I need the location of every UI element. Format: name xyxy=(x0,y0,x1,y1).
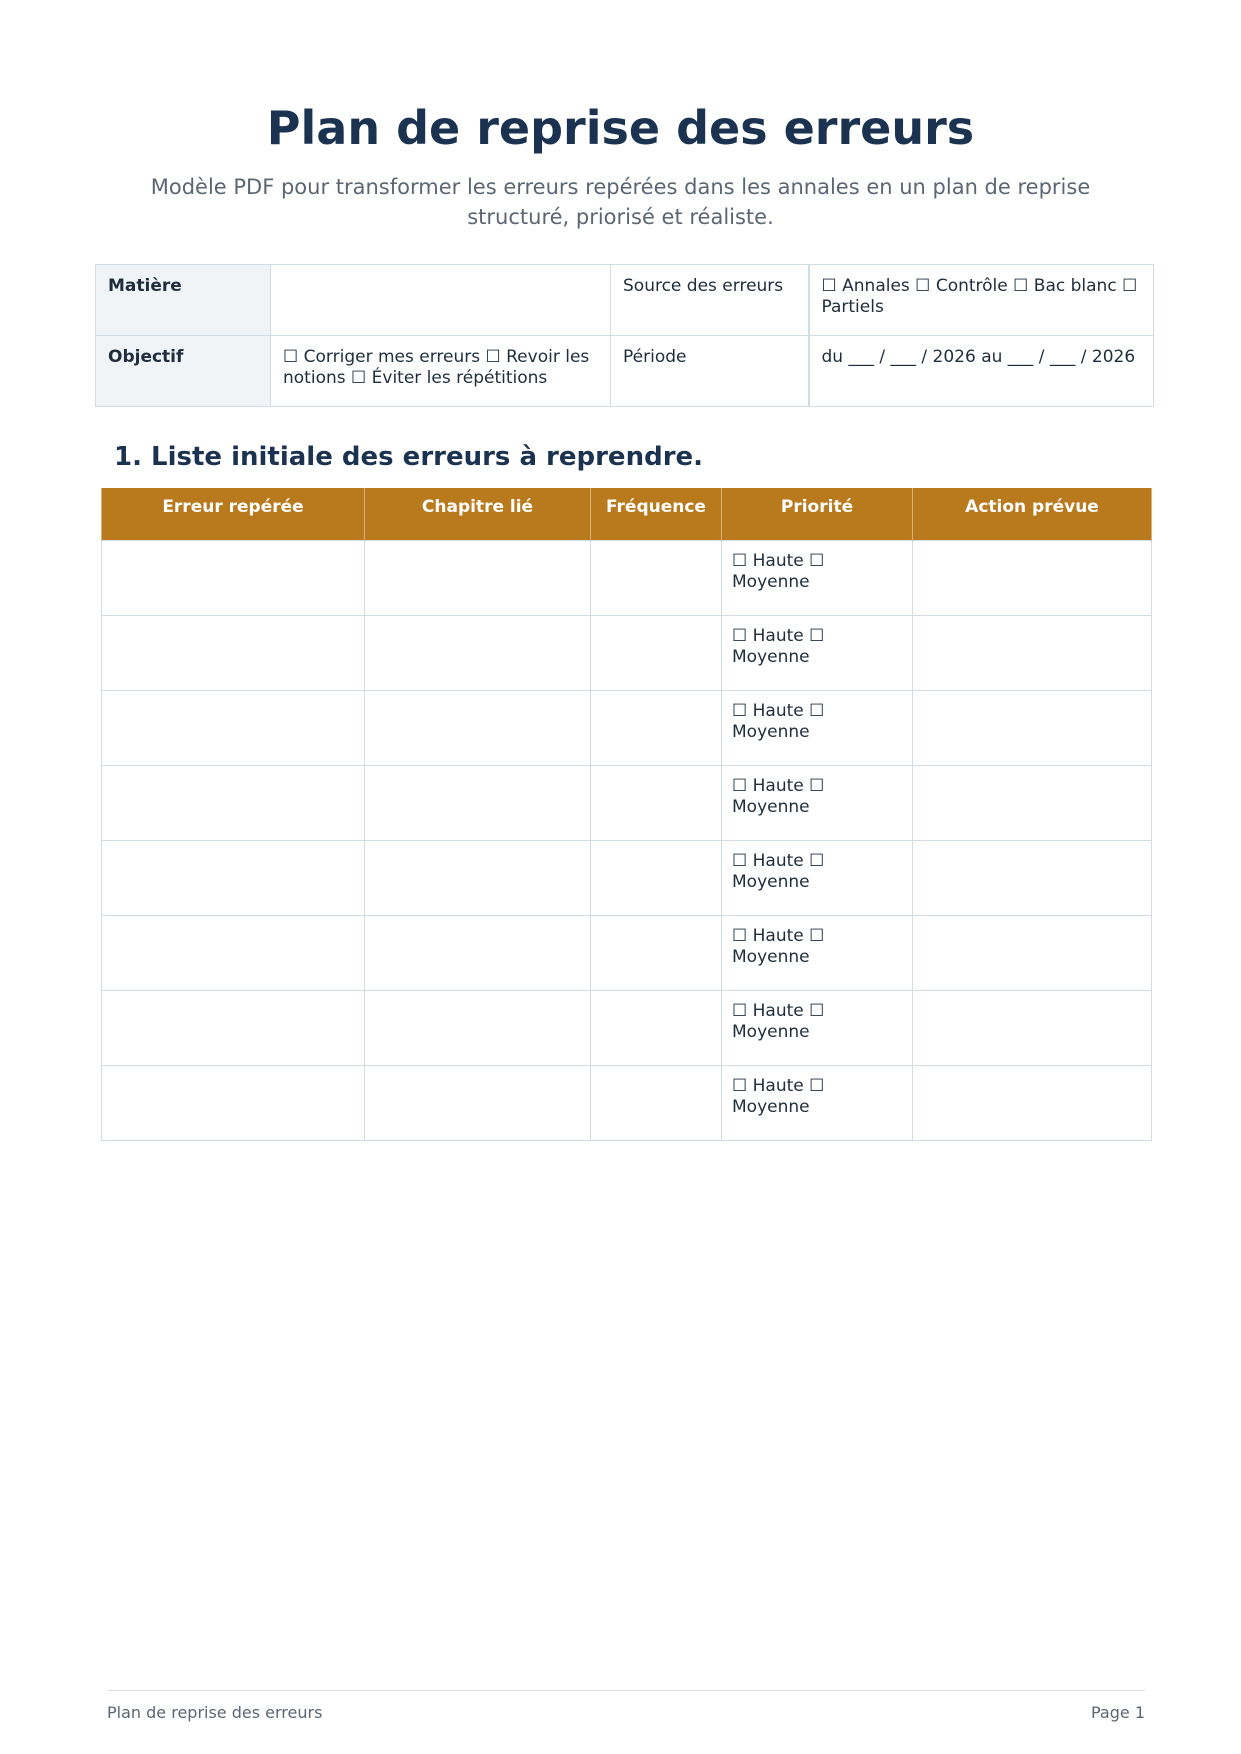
column-header-action: Action prévue xyxy=(913,488,1152,540)
column-header-frequence: Fréquence xyxy=(591,488,722,540)
table-row xyxy=(102,990,1152,1065)
cell-erreur[interactable] xyxy=(102,540,365,615)
cell-action[interactable] xyxy=(913,840,1152,915)
cell-chapitre[interactable] xyxy=(365,615,591,690)
periode-field[interactable]: du ___ / ___ / 2026 au ___ / ___ / 2026 xyxy=(809,336,1154,407)
cell-chapitre[interactable] xyxy=(365,990,591,1065)
info-row-objectif xyxy=(96,336,1154,407)
cell-action[interactable] xyxy=(913,990,1152,1065)
cell-frequence[interactable] xyxy=(591,690,722,765)
cell-priorite[interactable]: ☐ Haute ☐ Moyenne xyxy=(722,1065,913,1140)
source-options[interactable]: ☐ Annales ☐ Contrôle ☐ Bac blanc ☐ Partiels xyxy=(809,265,1154,336)
cell-frequence[interactable] xyxy=(591,990,722,1065)
info-table xyxy=(95,264,1154,407)
matiere-field[interactable] xyxy=(271,265,611,336)
section-title: 1. Liste initiale des erreurs à reprendre. xyxy=(114,442,704,472)
cell-chapitre[interactable] xyxy=(365,915,591,990)
cell-priorite[interactable]: ☐ Haute ☐ Moyenne xyxy=(722,690,913,765)
cell-action[interactable] xyxy=(913,915,1152,990)
cell-erreur[interactable] xyxy=(102,840,365,915)
column-header-chapitre: Chapitre lié xyxy=(365,488,591,540)
cell-priorite[interactable]: ☐ Haute ☐ Moyenne xyxy=(722,615,913,690)
page-subtitle: Modèle PDF pour transformer les erreurs repérées dans les annales en un plan de reprise structuré, priorisé et réaliste. xyxy=(150,175,1091,229)
cell-frequence[interactable] xyxy=(591,615,722,690)
page-title: Plan de reprise des erreurs xyxy=(266,101,975,155)
matiere-label: Matière xyxy=(96,265,271,336)
cell-erreur[interactable] xyxy=(102,990,365,1065)
cell-frequence[interactable] xyxy=(591,840,722,915)
cell-erreur[interactable] xyxy=(102,1065,365,1140)
source-label: Source des erreurs xyxy=(611,265,809,336)
errors-table xyxy=(101,488,1152,1141)
cell-erreur[interactable] xyxy=(102,765,365,840)
column-header-priorite: Priorité xyxy=(722,488,913,540)
cell-priorite[interactable]: ☐ Haute ☐ Moyenne xyxy=(722,840,913,915)
cell-priorite[interactable]: ☐ Haute ☐ Moyenne xyxy=(722,540,913,615)
objectif-options[interactable]: ☐ Corriger mes erreurs ☐ Revoir les notions ☐ Éviter les répétitions xyxy=(271,336,611,407)
table-row xyxy=(102,765,1152,840)
cell-chapitre[interactable] xyxy=(365,540,591,615)
cell-action[interactable] xyxy=(913,765,1152,840)
cell-action[interactable] xyxy=(913,540,1152,615)
cell-action[interactable] xyxy=(913,615,1152,690)
cell-frequence[interactable] xyxy=(591,765,722,840)
cell-frequence[interactable] xyxy=(591,540,722,615)
table-row xyxy=(102,1065,1152,1140)
cell-priorite[interactable]: ☐ Haute ☐ Moyenne xyxy=(722,990,913,1065)
table-row xyxy=(102,540,1152,615)
periode-label: Période xyxy=(611,336,809,407)
cell-chapitre[interactable] xyxy=(365,690,591,765)
table-row xyxy=(102,840,1152,915)
cell-erreur[interactable] xyxy=(102,915,365,990)
cell-chapitre[interactable] xyxy=(365,840,591,915)
table-row xyxy=(102,915,1152,990)
cell-action[interactable] xyxy=(913,1065,1152,1140)
info-row-matiere xyxy=(96,265,1154,336)
objectif-label: Objectif xyxy=(96,336,271,407)
cell-frequence[interactable] xyxy=(591,1065,722,1140)
cell-priorite[interactable]: ☐ Haute ☐ Moyenne xyxy=(722,915,913,990)
cell-frequence[interactable] xyxy=(591,915,722,990)
cell-chapitre[interactable] xyxy=(365,765,591,840)
footer-title: Plan de reprise des erreurs xyxy=(107,1703,323,1722)
cell-action[interactable] xyxy=(913,690,1152,765)
table-row xyxy=(102,615,1152,690)
column-header-erreur: Erreur repérée xyxy=(102,488,365,540)
errors-table-header xyxy=(102,488,1152,540)
cell-erreur[interactable] xyxy=(102,615,365,690)
footer-divider xyxy=(107,1690,1145,1691)
table-row xyxy=(102,690,1152,765)
cell-priorite[interactable]: ☐ Haute ☐ Moyenne xyxy=(722,765,913,840)
page-number: Page 1 xyxy=(1091,1703,1145,1722)
cell-erreur[interactable] xyxy=(102,690,365,765)
cell-chapitre[interactable] xyxy=(365,1065,591,1140)
